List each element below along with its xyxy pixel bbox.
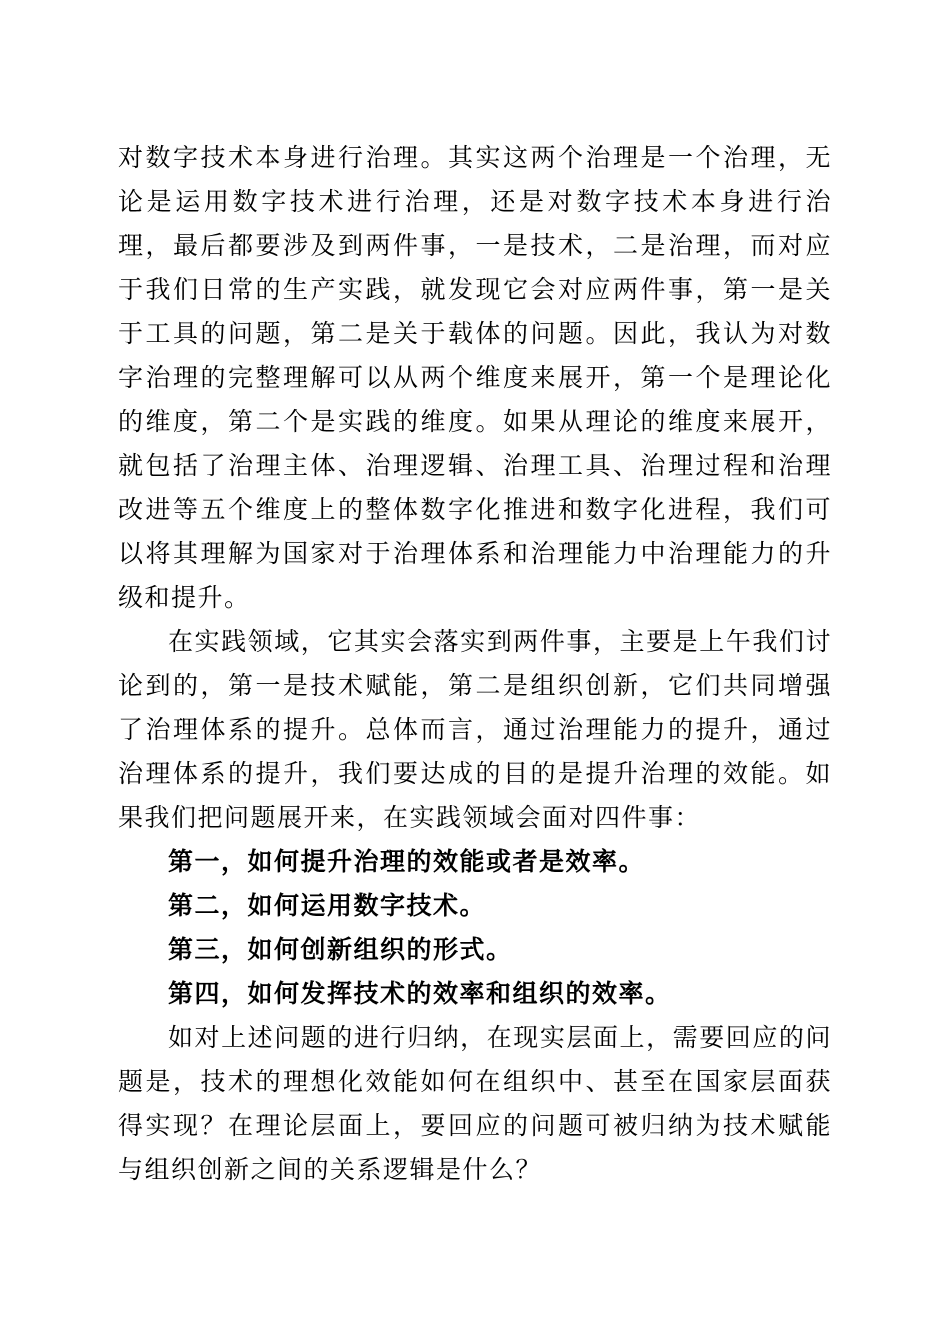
list-item-first: 第一，如何提升治理的效能或者是效率。 bbox=[168, 849, 646, 876]
list-item-third: 第三，如何创新组织的形式。 bbox=[168, 937, 513, 964]
list-item-fourth: 第四，如何发挥技术的效率和组织的效率。 bbox=[168, 981, 672, 1008]
document-body bbox=[118, 137, 832, 1193]
paragraph-conclusion: 如对上述问题的进行归纳，在现实层面上，需要回应的问题是，技术的理想化效能如何在组织中、甚至在国家层面获得实现？在理论层面上，要回应的问题可被归纳为技术赋能与组织创新之间的关系逻辑是什么？ bbox=[118, 1025, 832, 1184]
paragraph-practice-domain: 在实践领域，它其实会落实到两件事，主要是上午我们讨论到的，第一是技术赋能，第二是组织创新，它们共同增强了治理体系的提升。总体而言，通过治理能力的提升，通过治理体系的提升，我们要达成的目的是提升治理的效能。如果我们把问题展开来，在实践领域会面对四件事： bbox=[118, 629, 832, 832]
paragraph-continuation: 对数字技术本身进行治理。其实这两个治理是一个治理，无论是运用数字技术进行治理，还是对数字技术本身进行治理，最后都要涉及到两件事，一是技术，二是治理，而对应于我们日常的生产实践，就发现它会对应两件事，第一是关于工具的问题，第二是关于载体的问题。因此，我认为对数字治理的完整理解可以从两个维度来展开，第一个是理论化的维度，第二个是实践的维度。如果从理论的维度来展开，就包括了治理主体、治理逻辑、治理工具、治理过程和治理改进等五个维度上的整体数字化推进和数字化进程，我们可以将其理解为国家对于治理体系和治理能力中治理能力的升级和提升。 bbox=[118, 145, 832, 612]
list-item-second: 第二，如何运用数字技术。 bbox=[168, 893, 487, 920]
